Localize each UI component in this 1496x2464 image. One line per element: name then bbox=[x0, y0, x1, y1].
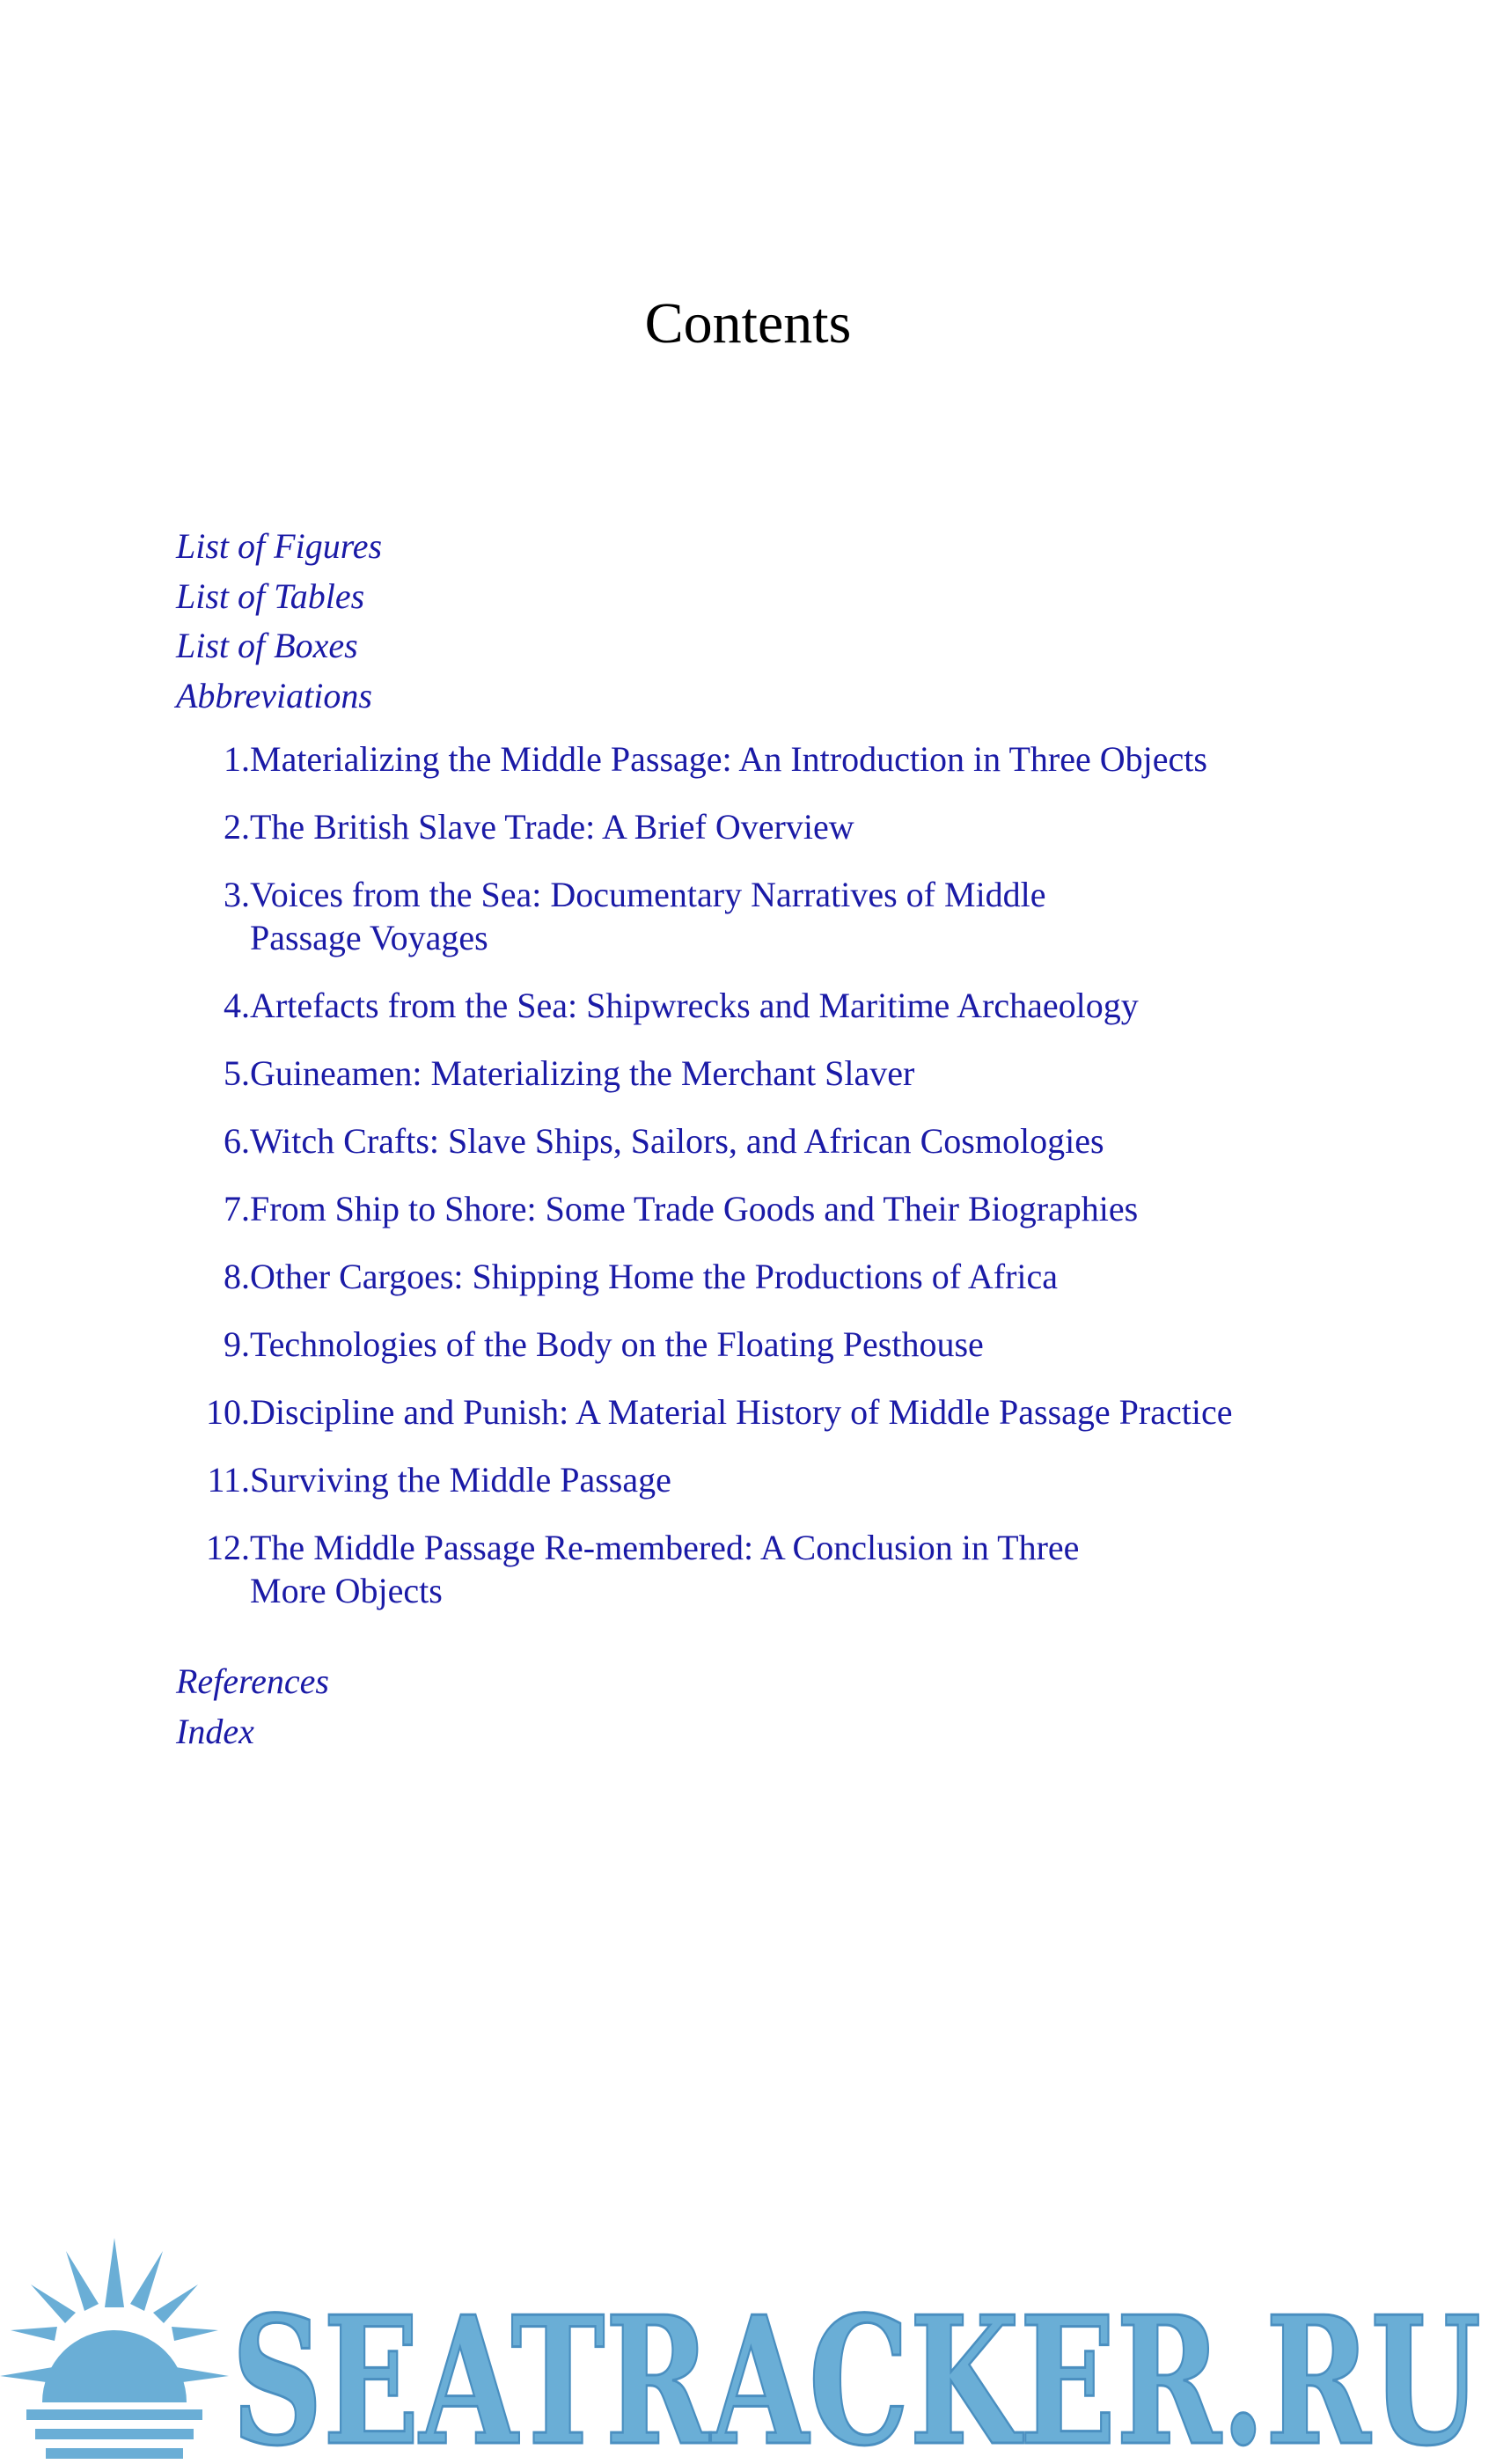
chapter-item[interactable] bbox=[176, 1052, 1320, 1095]
chapter-title[interactable]: The Middle Passage Re-membered: A Conclusion in Three More Objects bbox=[250, 1528, 1080, 1610]
toc-link-abbreviations[interactable]: Abbreviations bbox=[176, 675, 372, 715]
page-title: Contents bbox=[644, 291, 852, 356]
chapter-item[interactable] bbox=[176, 873, 1320, 959]
front-matter-list bbox=[176, 522, 1320, 721]
chapter-number: 3. bbox=[224, 875, 250, 914]
chapter-number: 6. bbox=[224, 1121, 250, 1161]
chapter-item[interactable] bbox=[176, 805, 1320, 848]
chapter-title[interactable]: Technologies of the Body on the Floating Pesthouse bbox=[250, 1324, 984, 1364]
toc-link-list-of-figures[interactable]: List of Figures bbox=[176, 526, 383, 566]
chapter-item[interactable] bbox=[176, 1187, 1320, 1230]
chapter-title[interactable]: Voices from the Sea: Documentary Narratives of Middle Passage Voyages bbox=[250, 875, 1046, 957]
chapter-item[interactable] bbox=[176, 984, 1320, 1027]
chapter-number: 2. bbox=[224, 807, 250, 847]
back-matter-list bbox=[176, 1657, 1320, 1756]
watermark-text: SEATRACKER.RU bbox=[231, 2278, 1481, 2464]
chapter-title[interactable]: Witch Crafts: Slave Ships, Sailors, and African Cosmologies bbox=[250, 1121, 1104, 1161]
chapter-item[interactable] bbox=[176, 1390, 1320, 1434]
chapter-title[interactable]: Surviving the Middle Passage bbox=[250, 1460, 671, 1500]
chapter-item[interactable] bbox=[176, 1119, 1320, 1162]
chapter-number: 1. bbox=[224, 739, 250, 779]
chapter-item[interactable] bbox=[176, 1323, 1320, 1366]
toc-link-list-of-boxes[interactable]: List of Boxes bbox=[176, 626, 358, 665]
chapter-number: 11. bbox=[207, 1460, 250, 1500]
chapter-number: 7. bbox=[224, 1189, 250, 1228]
chapter-item[interactable] bbox=[176, 737, 1320, 781]
chapter-title[interactable]: Other Cargoes: Shipping Home the Productions of Africa bbox=[250, 1257, 1059, 1296]
chapter-title[interactable]: From Ship to Shore: Some Trade Goods and Their Biographies bbox=[250, 1189, 1139, 1228]
chapter-number: 12. bbox=[206, 1528, 250, 1567]
chapter-title[interactable]: The British Slave Trade: A Brief Overview bbox=[250, 807, 854, 847]
toc-link-index[interactable]: Index bbox=[176, 1711, 254, 1751]
chapter-number: 8. bbox=[224, 1257, 250, 1296]
chapter-item[interactable] bbox=[176, 1458, 1320, 1501]
toc-link-list-of-tables[interactable]: List of Tables bbox=[176, 576, 365, 616]
chapter-title[interactable]: Discipline and Punish: A Material History of Middle Passage Practice bbox=[250, 1392, 1233, 1432]
chapter-title[interactable]: Guineamen: Materializing the Merchant Slaver bbox=[250, 1053, 915, 1093]
chapter-item[interactable] bbox=[176, 1255, 1320, 1298]
chapter-number: 4. bbox=[224, 986, 250, 1025]
chapter-title[interactable]: Materializing the Middle Passage: An Introduction in Three Objects bbox=[250, 739, 1207, 779]
chapter-number: 10. bbox=[206, 1392, 250, 1432]
sun-icon bbox=[0, 2238, 229, 2459]
toc-link-references[interactable]: References bbox=[176, 1661, 329, 1701]
chapter-item[interactable] bbox=[176, 1526, 1320, 1612]
chapter-number: 5. bbox=[224, 1053, 250, 1093]
watermark-logo bbox=[0, 2235, 1496, 2464]
chapter-number: 9. bbox=[224, 1324, 250, 1364]
chapter-title[interactable]: Artefacts from the Sea: Shipwrecks and Maritime Archaeology bbox=[250, 986, 1139, 1025]
chapter-list bbox=[176, 737, 1320, 1612]
